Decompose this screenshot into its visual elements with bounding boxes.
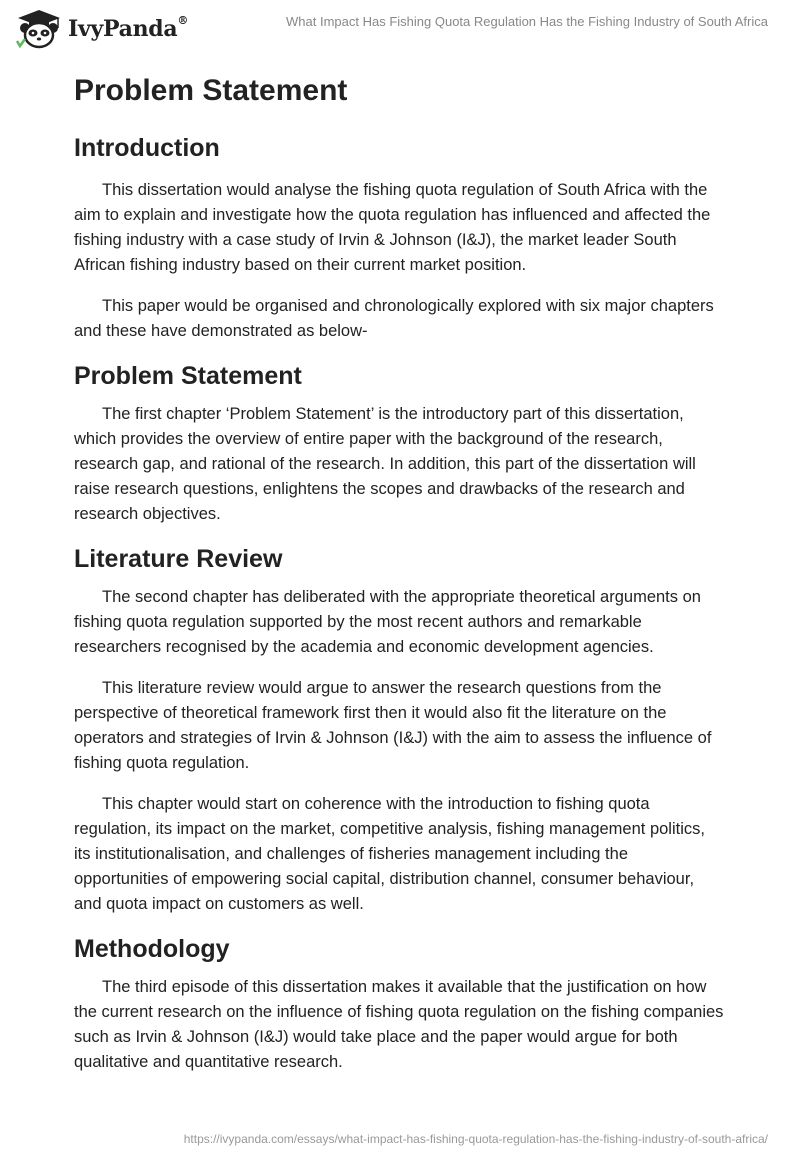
paragraph: The third episode of this dissertation makes it available that the justification on how the current research on the influence of fishing quota regulation on the fishing companies such as Irvin & Johnson (I&J) would take place and the paper would argue for both qualitative and quantitative research. — [74, 978, 724, 1071]
paragraph: The second chapter has deliberated with the appropriate theoretical arguments on fishing quota regulation supported by the most recent authors and remarkable researchers recognised by the academia and economic development agencies. — [74, 588, 701, 656]
panda-logo-icon — [14, 8, 64, 50]
document-header-title: What Impact Has Fishing Quota Regulation Has the Fishing Industry of South Africa — [286, 14, 768, 29]
paragraph: This chapter would start on coherence with the introduction to fishing quota regulation, its impact on the market, competitive analysis, fishing management politics, its institutionalisation, and challenges of fisheries management including the opportunities of empowering social capital, distribution channel, consumer behaviour, and quota impact on customers as well. — [74, 795, 705, 913]
source-url-link[interactable]: https://ivypanda.com/essays/what-impact-has-fishing-quota-regulation-has-the-fishing-industry-of-south-africa/ — [183, 1132, 768, 1146]
article-body — [74, 70, 724, 1091]
section-heading-literature-review: Literature Review — [74, 545, 283, 573]
logo[interactable] — [14, 8, 188, 50]
paragraph: The first chapter ‘Problem Statement’ is the introductory part of this dissertation, which provides the overview of entire paper with the background of the research, research gap, and rational of the research. In addition, this part of the dissertation will raise research questions, enlightens the scopes and drawbacks of the research and research objectives. — [74, 405, 696, 523]
section-heading-problem-statement: Problem Statement — [74, 362, 302, 390]
logo-wordmark: IvyPanda® — [68, 14, 189, 42]
section-heading-introduction: Introduction — [74, 134, 220, 162]
page-title: Problem Statement — [74, 74, 348, 107]
section-heading-methodology: Methodology — [74, 935, 230, 963]
paragraph: This literature review would argue to answer the research questions from the perspective of theoretical framework first then it would also fit the literature on the operators and strategies of Irvin & Johnson (I&J) with the aim to assess the influence of fishing quota regulation. — [74, 679, 712, 772]
paragraph: This dissertation would analyse the fishing quota regulation of South Africa with the aim to explain and investigate how the quota regulation has influenced and affected the fishing industry with a case study of Irvin & Johnson (I&J), the market leader South African fishing industry based on their current market position. — [74, 181, 711, 274]
paragraph: This paper would be organised and chronologically explored with six major chapters and these have demonstrated as below- — [74, 297, 714, 340]
